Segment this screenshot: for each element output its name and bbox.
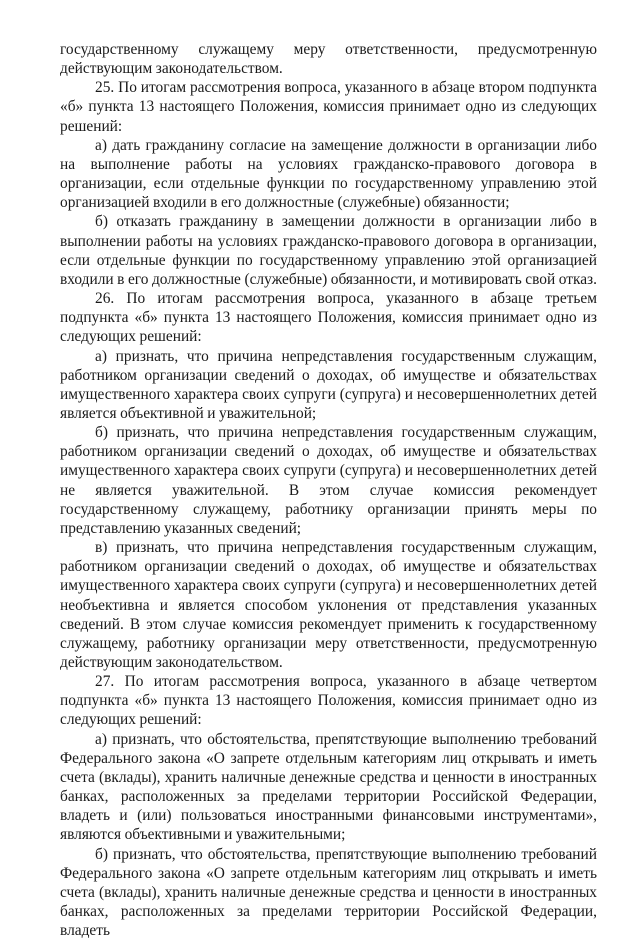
paragraph-item-26: 26. По итогам рассмотрения вопроса, указанного в абзаце третьем подпункта «б» пункта 13 настоящего Положения, комиссия принимает одно из следующих решений: [60,290,597,346]
paragraph-item-26a: а) признать, что причина непредставления государственным служащим, работником организации сведений о доходах, об имуществе и обязательствах имущественного характера своих супруги (супруга) и несовершеннолетних детей является объективной и уважительной; [60,347,597,422]
paragraph-item-27: 27. По итогам рассмотрения вопроса, указанного в абзаце четвертом подпункта «б» пункта 13 настоящего Положения, комиссия принимает одно из следующих решений: [60,673,597,729]
paragraph-item-25: 25. По итогам рассмотрения вопроса, указанного в абзаце втором подпункта «б» пункта 13 настоящего Положения, комиссия принимает одно из следующих решений: [60,79,597,135]
paragraph-continuation: государственному служащему меру ответственности, предусмотренную действующим законодательством. [60,41,597,78]
paragraph-item-27a: а) признать, что обстоятельства, препятствующие выполнению требований Федерального закона «О запрете отдельным категориям лиц открывать и иметь счета (вклады), хранить наличные денежные средства и ценности в иностранных банках, расположенных за пределами территории Российской Федерации, владеть и (или) пользоваться иностранными финансовыми инструментами», являются объективными и уважительными; [60,730,597,844]
document-page [60,40,597,940]
paragraph-item-26c: в) признать, что причина непредставления государственным служащим, работником организации сведений о доходах, об имуществе и обязательствах имущественного характера своих супруги (супруга) и несовершеннолетних детей необъективна и является способом уклонения от представления указанных сведений. В этом случае комиссия рекомендует применить к государственному служащему, работнику организации меру ответственности, предусмотренную действующим законодательством. [60,539,597,671]
paragraph-item-27b: б) признать, что обстоятельства, препятствующие выполнению требований Федерального закона «О запрете отдельным категориям лиц открывать и иметь счета (вклады), хранить наличные денежные средства и ценности в иностранных банках, расположенных за пределами территории Российской Федерации, владеть [60,845,597,940]
paragraph-item-26b: б) признать, что причина непредставления государственным служащим, работником организации сведений о доходах, об имуществе и обязательствах имущественного характера своих супруги (супруга) и несовершеннолетних детей не является уважительной. В этом случае комиссия рекомендует государственному служащему, работнику организации принять меры по представлению указанных сведений; [60,424,597,537]
paragraph-item-25a: а) дать гражданину согласие на замещение должности в организации либо на выполнение работы на условиях гражданско-правового договора в организации, если отдельные функции по государственному управлению этой организацией входили в его должностные (служебные) обязанности; [60,136,597,212]
paragraph-item-25b: б) отказать гражданину в замещении должности в организации либо в выполнении работы на условиях гражданско-правового договора в организации, если отдельные функции по государственному управлению этой организацией входили в его должностные (служебные) обязанности, и мотивировать свой отказ. [60,213,597,288]
